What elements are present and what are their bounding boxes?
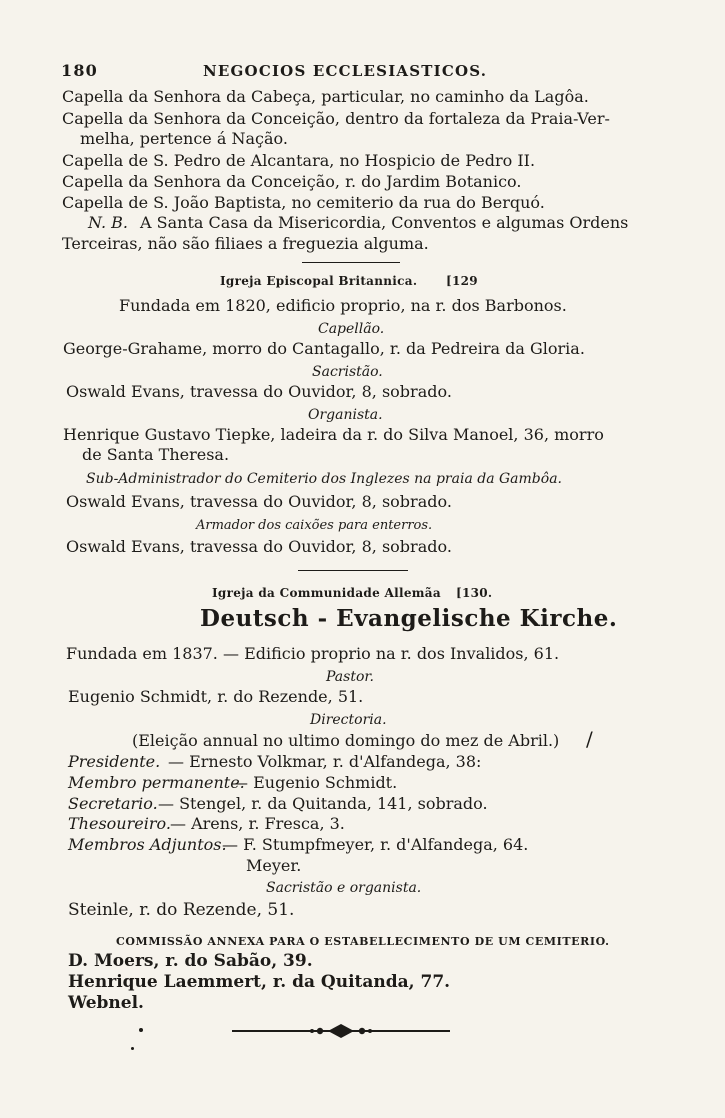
chapel-line: Capella da Senhora da Conceição, dentro da fortaleza da Praia-Ver- [62, 109, 610, 128]
margin-mark: / [586, 727, 593, 751]
section-ref: [130. [456, 586, 493, 600]
role-label: Sub-Administrador do Cemiterio dos Inglezes na praia da Gambôa. [86, 471, 562, 487]
entry-line: Oswald Evans, travessa do Ouvidor, 8, sobrado. [66, 492, 452, 511]
role-label: Pastor. [326, 669, 374, 685]
section-ref: [129 [446, 274, 478, 288]
note-text: Terceiras, não são filiaes a freguezia alguma. [62, 234, 429, 253]
officer-label: Thesoureiro. [68, 814, 171, 833]
chapel-line: Capella de S. Pedro de Alcantara, no Hospicio de Pedro II. [62, 151, 536, 170]
section-divider [298, 570, 408, 571]
officer-label: Presidente. [68, 752, 161, 771]
officer-label: Membros Adjuntos. [68, 835, 227, 854]
officer-value: Meyer. [246, 856, 302, 875]
section-title: Igreja da Communidade Allemãa [212, 586, 441, 600]
section-divider [302, 262, 400, 263]
role-label: Sacristão e organista. [266, 880, 422, 896]
commission-title: COMMISSÃO ANNEXA PARA O ESTABELLECIMENTO DE UM CEMITERIO. [116, 935, 610, 948]
role-label: Sacristão. [312, 364, 383, 380]
officer-value: — Ernesto Volkmar, r. d'Alfandega, 38: [168, 752, 482, 771]
entry-line: Henrique Gustavo Tiepke, ladeira da r. do Silva Manoel, 36, morro [63, 425, 604, 444]
entry-line: Oswald Evans, travessa do Ouvidor, 8, sobrado. [66, 537, 452, 556]
role-label: Capellão. [318, 321, 385, 337]
officer-label: Secretario. [68, 794, 158, 813]
election-note: (Eleição annual no ultimo domingo do mez de Abril.) [132, 731, 560, 750]
entry-line: Oswald Evans, travessa do Ouvidor, 8, sobrado. [66, 382, 452, 401]
german-title: Deutsch - Evangelische Kirche. [200, 605, 618, 632]
chapel-line: Capella da Senhora da Cabeça, particular, no caminho da Lagôa. [62, 87, 589, 106]
officer-value: — Eugenio Schmidt. [232, 773, 398, 792]
chapel-line: melha, pertence á Nação. [80, 129, 288, 148]
tailpiece-ornament-icon [232, 1022, 450, 1040]
entry-line: Steinle, r. do Rezende, 51. [68, 900, 295, 920]
chapel-line: Capella da Senhora da Conceição, r. do Jardim Botanico. [62, 172, 522, 191]
officer-value: — Stengel, r. da Quitanda, 141, sobrado. [158, 794, 488, 813]
commission-member: D. Moers, r. do Sabão, 39. [68, 951, 313, 971]
commission-member: Webnel. [68, 993, 144, 1013]
section-title: Igreja Episcopal Britannica. [220, 274, 418, 288]
entry-line: George-Grahame, morro do Cantagallo, r. da Pedreira da Gloria. [63, 339, 585, 358]
founded-line: Fundada em 1837. — Edificio proprio na r. dos Invalidos, 61. [66, 644, 560, 663]
note-label: N. B. [88, 213, 128, 232]
commission-member: Henrique Laemmert, r. da Quitanda, 77. [68, 972, 451, 992]
officer-value: — Arens, r. Fresca, 3. [170, 814, 345, 833]
entry-line: Eugenio Schmidt, r. do Rezende, 51. [68, 687, 364, 706]
role-label: Armador dos caixões para enterros. [196, 518, 433, 533]
stray-mark [139, 1028, 143, 1032]
role-label: Directoria. [310, 712, 387, 728]
note-text: A Santa Casa da Misericordia, Conventos e algumas Ordens [140, 213, 629, 232]
stray-mark [131, 1047, 134, 1050]
founded-line: Fundada em 1820, edificio proprio, na r. dos Barbonos. [119, 296, 567, 315]
page-number: 180 [61, 61, 98, 80]
role-label: Organista. [308, 407, 383, 423]
officer-label: Membro permanente. [68, 773, 245, 792]
entry-line: de Santa Theresa. [82, 445, 230, 464]
officer-value: — F. Stumpfmeyer, r. d'Alfandega, 64. [222, 835, 529, 854]
running-title: NEGOCIOS ECCLESIASTICOS. [203, 62, 488, 80]
chapel-line: Capella de S. João Baptista, no cemiterio da rua do Berquó. [62, 193, 545, 212]
